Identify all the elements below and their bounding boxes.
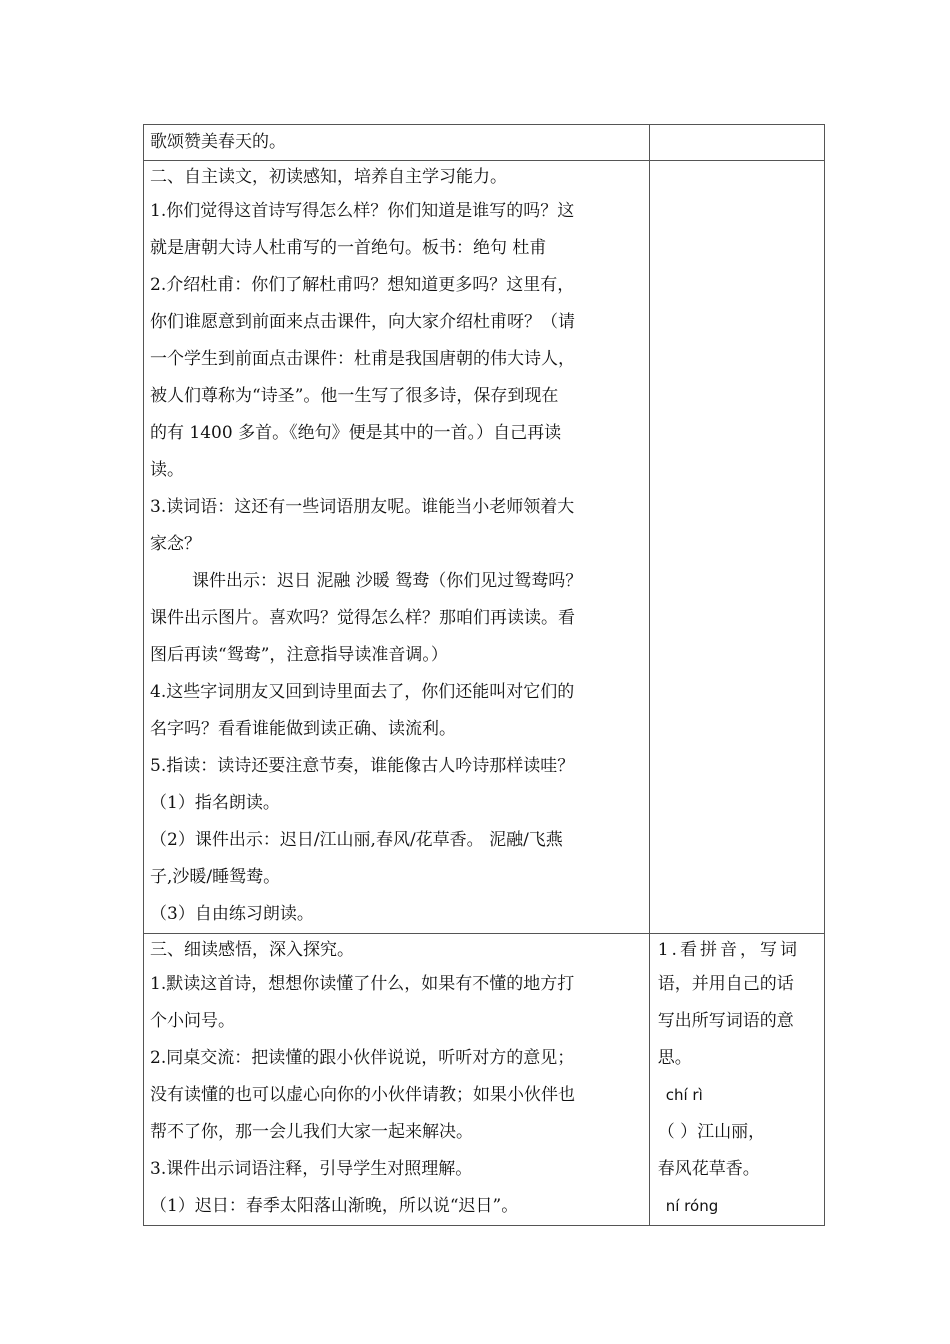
section-heading: 二、自主读文，初读感知，培养自主学习能力。	[150, 167, 507, 187]
text-line: 家念？	[150, 534, 201, 554]
text-line: 3.读词语：这还有一些词语朋友呢。谁能当小老师领着大	[150, 497, 575, 517]
text-line: 2.同桌交流：把读懂的跟小伙伴说说，听听对方的意见；	[150, 1048, 575, 1068]
text-line: 子,沙暖/睡鸳鸯。	[150, 867, 281, 887]
exercise-line: 思。	[657, 1048, 692, 1068]
text-line: 帮不了你，那一会儿我们大家一起来解决。	[150, 1122, 473, 1142]
text-line: 课件出示图片。喜欢吗？觉得怎么样？那咱们再读读。看	[150, 608, 575, 628]
text-line: 没有读懂的也可以虚心向你的小伙伴请教；如果小伙伴也	[150, 1085, 575, 1105]
section-heading: 三、细读感悟，深入探究。	[150, 940, 354, 960]
text-line: 名字吗？看看谁能做到读正确、读流利。	[150, 719, 456, 739]
text-line: 3.课件出示词语注释，引导学生对照理解。	[150, 1159, 473, 1179]
text-line: 课件出示：迟日 泥融 沙暖 鸳鸯（你们见过鸳鸯吗？	[192, 571, 583, 591]
text-line: 1.默读这首诗，想想你读懂了什么，如果有不懂的地方打	[150, 974, 575, 994]
text-line: 图后再读“鸳鸯”，注意指导读准音调。）	[150, 645, 448, 665]
exercise-line: 1.看拼音，写词	[657, 940, 800, 960]
main-cell	[144, 934, 650, 1226]
text-line: 被人们尊称为“诗圣”。他一生写了很多诗，保存到现在	[150, 386, 559, 406]
text-line: 个小问号。	[150, 1011, 235, 1031]
table-row	[144, 934, 825, 1226]
text-line: 你们谁愿意到前面来点击课件，向大家介绍杜甫呀？（请	[150, 312, 575, 332]
text-line: 4.这些字词朋友又回到诗里面去了，你们还能叫对它们的	[150, 682, 575, 702]
text-line: 歌颂赞美春天的。	[150, 132, 286, 152]
exercise-line: 写出所写词语的意	[657, 1011, 794, 1031]
side-cell	[649, 934, 824, 1226]
text-line: 就是唐朝大诗人杜甫写的一首绝句。板书：绝句 杜甫	[150, 238, 547, 258]
text-line: 一个学生到前面点击课件：杜甫是我国唐朝的伟大诗人，	[150, 349, 575, 369]
pinyin-line: chí rì	[665, 1086, 703, 1104]
text-line: （1）迟日：春季太阳落山渐晚，所以说“迟日”。	[150, 1196, 519, 1216]
text-line: 1.你们觉得这首诗写得怎么样？你们知道是谁写的吗？这	[150, 201, 575, 221]
exercise-line: （ ）江山丽，	[657, 1122, 766, 1142]
side-cell	[649, 161, 824, 934]
main-cell	[144, 125, 650, 161]
table-row	[144, 161, 825, 934]
text-line: （1）指名朗读。	[150, 793, 280, 813]
table-row	[144, 125, 825, 161]
text-line: （2）课件出示：迟日/江山丽,春风/花草香。 泥融/飞燕	[150, 830, 563, 850]
side-cell	[649, 125, 824, 161]
text-line: 的有 1400 多首。《绝句》便是其中的一首。）自己再读	[150, 423, 562, 443]
main-cell	[144, 161, 650, 934]
lesson-plan-table	[143, 124, 825, 1226]
text-line: 5.指读：读诗还要注意节奏，谁能像古人吟诗那样读哇？	[150, 756, 575, 776]
text-line: 读。	[150, 460, 184, 480]
pinyin-line: ní róng	[665, 1197, 719, 1215]
text-line: 2.介绍杜甫：你们了解杜甫吗？想知道更多吗？这里有，	[150, 275, 575, 295]
exercise-line: 语，并用自己的话	[657, 974, 794, 994]
exercise-line: 春风花草香。	[657, 1159, 760, 1179]
text-line: （3）自由练习朗读。	[150, 904, 314, 924]
